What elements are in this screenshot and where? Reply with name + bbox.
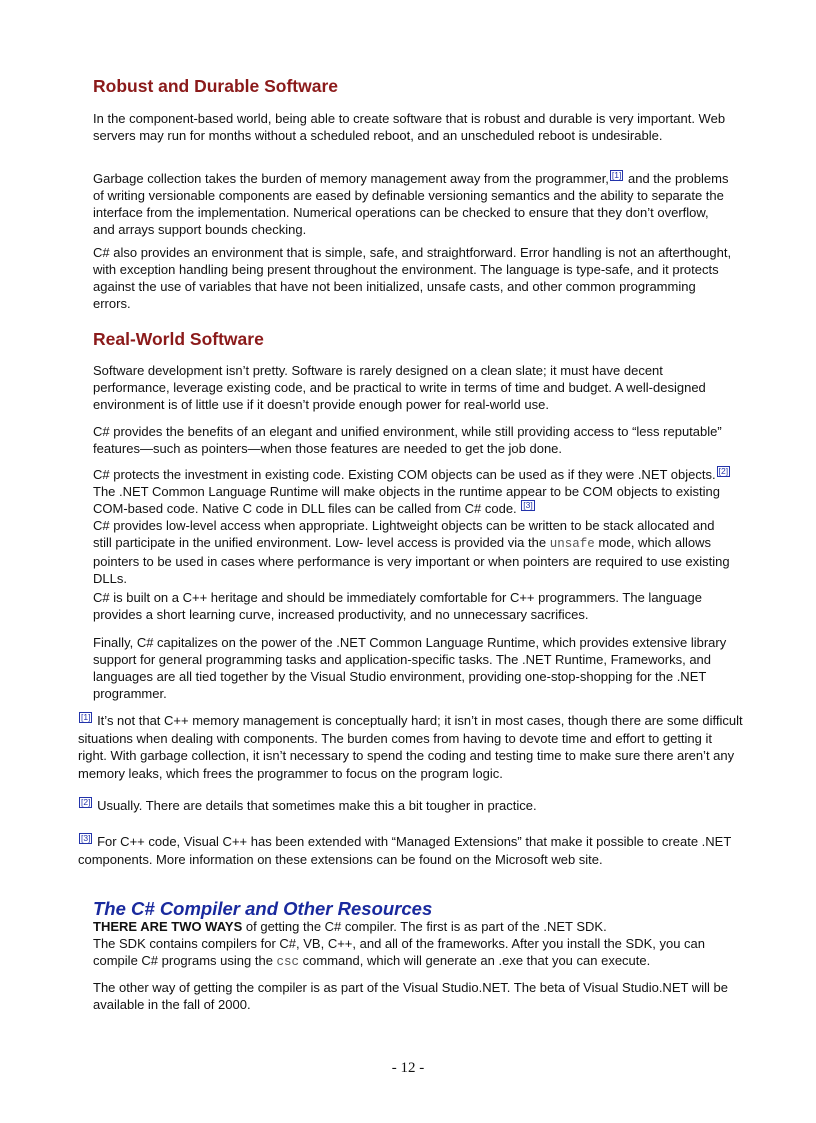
page-number: - 12 - [391, 1060, 425, 1076]
text-run: and the problems of writing versionable components are eased by definable versioning semantics and the ability to separate the interface from the implementation. Numerical operations can be checked to ensure that they don’t overflow, and arrays support bounds checking. [93, 171, 729, 237]
footnote-ref-1[interactable]: [1] [611, 170, 622, 180]
footnote-3 [78, 833, 744, 868]
footnote-text: Usually. There are details that sometimes make this a bit tougher in practice. [93, 798, 537, 813]
paragraph: Finally, C# capitalizes on the power of the .NET Common Language Runtime, which provides extensive library support for general programming tasks and application-specific tasks. The .NET Runtime, Frameworks, and languages are all tied together by the Visual Studio environment, providing one-stop-shopping for the .NET programmer. [93, 635, 727, 701]
paragraph: Software development isn’t pretty. Software is rarely designed on a clean slate; it must have decent performance, leverage existing code, and be practical to write in terms of time and budget. A well-designed environment is of little use if it doesn’t provide enough power for real-world use. [93, 363, 706, 412]
footnote-marker-1[interactable]: [1] [81, 712, 91, 722]
heading-robust-durable: Robust and Durable Software [93, 76, 339, 96]
footnote-ref-3[interactable]: [3] [523, 500, 533, 510]
footnote-text: For C++ code, Visual C++ has been extended with “Managed Extensions” that make it possible to create .NET components. More information on these extensions can be found on the Microsoft web site. [78, 834, 732, 867]
text-run: The .NET Common Language Runtime will make objects in the runtime appear to be COM objects to existing COM-based code. Native C code in DLL files can be called from C# code. [93, 484, 720, 516]
heading-csharp-compiler: The C# Compiler and Other Resources [93, 898, 433, 919]
footnote-2 [78, 797, 744, 815]
text-run: of getting the C# compiler. The first is as part of the .NET SDK. [242, 919, 607, 934]
paragraph: C# provides the benefits of an elegant and unified environment, while still providing access to “less reputable” features—such as pointers—when those features are needed to get the job done. [93, 424, 722, 456]
text-run: C# provides low-level access when appropriate. Lightweight objects can be written to be stack allocated and still participate in the unified environment. Low- level access is provided via the [93, 518, 715, 550]
footnote-marker-3[interactable]: [3] [81, 833, 91, 843]
code-csc: csc [276, 955, 300, 969]
text-run: The SDK contains compilers for C#, VB, C++, and all of the frameworks. After you install the SDK, you can compile C# programs using the [93, 936, 706, 968]
footnote-text: It’s not that C++ memory management is conceptually hard; it isn’t in most cases, though there are some difficult situations when dealing with components. The burden comes from having to devote time and effort to getting it right. With garbage collection, it isn’t necessary to spend the coding and testing time to make sure there aren’t any memory leaks, which frees the programmer to focus on the program logic. [78, 713, 743, 781]
paragraph: In the component-based world, being able to create software that is robust and durable is very important. Web servers may run for months without a scheduled reboot, and an unscheduled reboot is undesirable. [93, 111, 726, 143]
text-run: Garbage collection takes the burden of memory management away from the programmer, [93, 171, 609, 186]
footnote-ref-2[interactable]: [2] [718, 466, 729, 476]
paragraph: C# is built on a C++ heritage and should be immediately comfortable for C++ programmers. The language provides a short learning curve, increased productivity, and no unnecessary sacrifices. [93, 590, 702, 622]
paragraph: C# also provides an environment that is simple, safe, and straightforward. Error handling is not an afterthought, with exception handling being present throughout the environment. The language is type-safe, and it protects against the use of variables that have not been initialized, unsafe casts, and other common programming errors. [93, 245, 732, 311]
text-run: C# protects the investment in existing code. Existing COM objects can be used as if they were .NET objects. [93, 467, 716, 482]
footnote-marker-2[interactable]: [2] [81, 797, 91, 807]
paragraph: The other way of getting the compiler is as part of the Visual Studio.NET. The beta of Visual Studio.NET will be available in the fall of 2000. [93, 980, 728, 1012]
paragraph [93, 466, 733, 587]
paragraph [93, 170, 733, 238]
heading-real-world: Real-World Software [93, 329, 264, 349]
code-unsafe: unsafe [549, 537, 595, 551]
text-run: command, which will generate an .exe that you can execute. [299, 953, 651, 968]
paragraph [93, 918, 733, 971]
footnote-1 [78, 712, 744, 782]
lead-bold: THERE ARE TWO WAYS [93, 919, 243, 934]
text-run: mode, which allows pointers to be used in cases where performance is very important or when pointers are required to use existing DLLs. [93, 535, 730, 586]
